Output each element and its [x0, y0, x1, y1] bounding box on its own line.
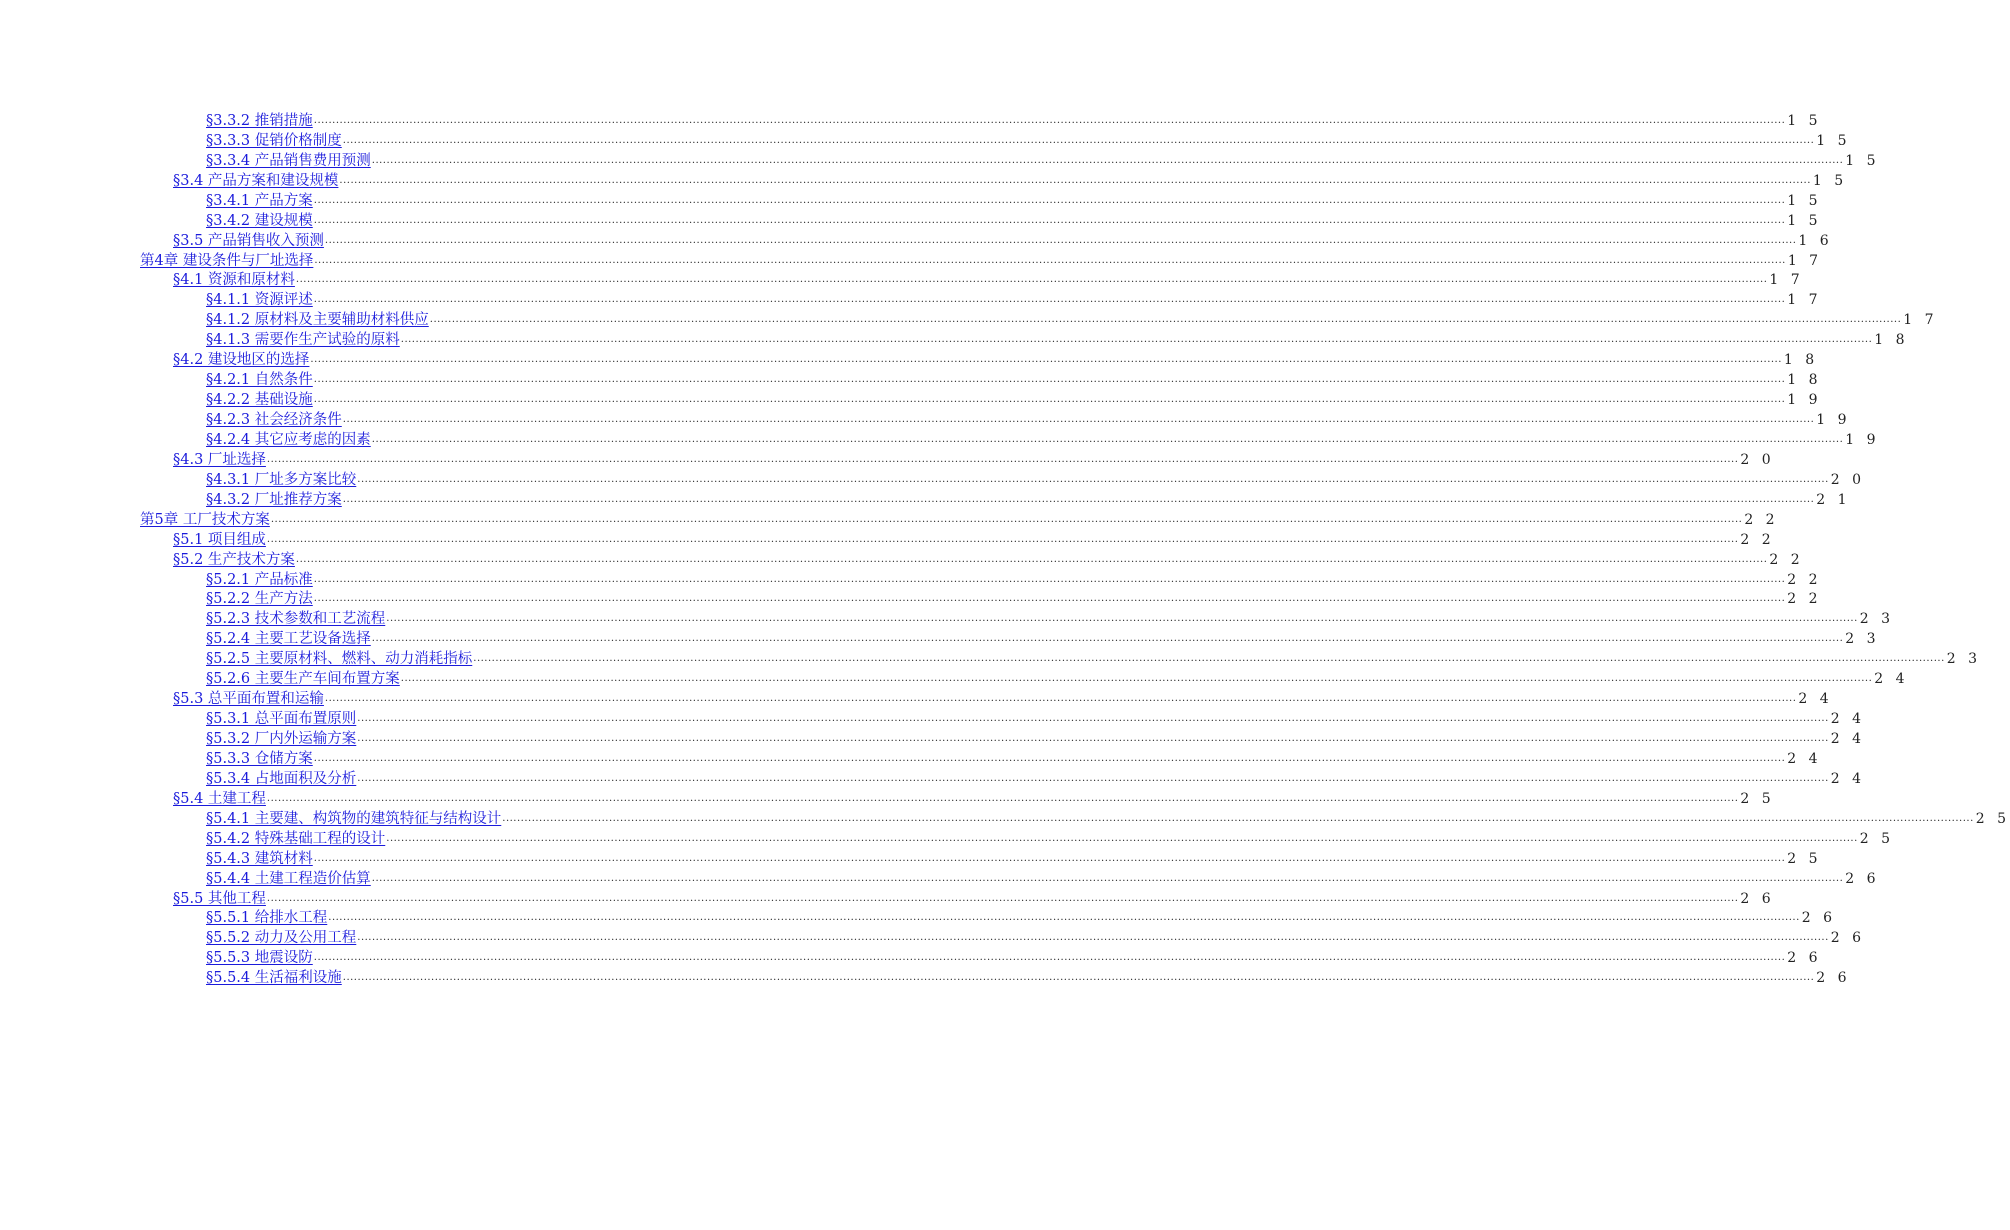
dot-leader: ................................................................................................................................................................................................................................................................................................................................................................................................................: [473, 653, 1945, 665]
toc-entry[interactable]: [140, 531, 1775, 551]
toc-entry[interactable]: [140, 311, 1938, 331]
dot-leader: ................................................................................................................................................................................................................................................................................................................................................................................................................: [310, 354, 1782, 366]
toc-entry[interactable]: [140, 591, 1822, 611]
toc-entry[interactable]: [140, 451, 1775, 471]
toc-entry-link[interactable]: §5.2.5 主要原材料、燃料、动力消耗指标: [206, 651, 473, 668]
toc-entry-link[interactable]: §4.2.2 基础设施: [206, 392, 313, 409]
dot-leader: ................................................................................................................................................................................................................................................................................................................................................................................................................: [357, 932, 1829, 944]
toc-entry-link[interactable]: §5.1 项目组成: [173, 531, 266, 548]
toc-entry[interactable]: [140, 770, 1866, 790]
toc-page-number: 1 5: [1787, 192, 1822, 209]
toc-page-number: 1 9: [1816, 412, 1851, 429]
toc-page-number: 1 5: [1787, 112, 1822, 129]
toc-entry-link[interactable]: §3.3.2 推销措施: [206, 112, 313, 129]
dot-leader: ................................................................................................................................................................................................................................................................................................................................................................................................................: [313, 752, 1786, 764]
toc-entry[interactable]: [140, 571, 1822, 591]
toc-entry[interactable]: [140, 750, 1822, 770]
dot-leader: ................................................................................................................................................................................................................................................................................................................................................................................................................: [270, 513, 1743, 525]
toc-page-number: 1 7: [1769, 272, 1804, 289]
toc-page-number: 2 1: [1816, 491, 1851, 508]
toc-page-number: 1 5: [1787, 212, 1822, 229]
toc-entry[interactable]: [140, 790, 1775, 810]
toc-entry-link[interactable]: §4.2.3 社会经济条件: [206, 412, 342, 429]
toc-page-number: 2 2: [1787, 571, 1822, 588]
toc-entry-link[interactable]: §3.4.1 产品方案: [206, 192, 313, 209]
toc-entry-link[interactable]: §5.5.1 给排水工程: [206, 910, 328, 927]
toc-entry-link[interactable]: §3.3.4 产品销售费用预测: [206, 152, 371, 169]
toc-entry-link[interactable]: §5.2.4 主要工艺设备选择: [206, 631, 371, 648]
toc-entry-link[interactable]: §5.2 生产技术方案: [173, 551, 295, 568]
toc-entry[interactable]: [140, 630, 1880, 650]
dot-leader: ................................................................................................................................................................................................................................................................................................................................................................................................................: [266, 892, 1739, 904]
toc-page-number: 2 4: [1830, 770, 1866, 787]
dot-leader: ................................................................................................................................................................................................................................................................................................................................................................................................................: [386, 613, 1858, 625]
toc-entry[interactable]: [140, 551, 1804, 571]
toc-entry-link[interactable]: §4.3 厂址选择: [173, 451, 266, 468]
toc-entry[interactable]: [140, 810, 2010, 830]
toc-page-number: 2 2: [1787, 591, 1822, 608]
toc-page-number: 1 9: [1845, 431, 1880, 448]
toc-page-number: 2 2: [1769, 551, 1804, 568]
toc-entry-link[interactable]: §4.1.1 资源评述: [206, 292, 313, 309]
toc-page-number: 1 8: [1787, 372, 1822, 389]
dot-leader: ................................................................................................................................................................................................................................................................................................................................................................................................................: [371, 433, 1844, 445]
dot-leader: ................................................................................................................................................................................................................................................................................................................................................................................................................: [313, 374, 1786, 386]
toc-entry-link[interactable]: §5.5.2 动力及公用工程: [206, 930, 357, 947]
toc-entry-link[interactable]: §4.3.2 厂址推荐方案: [206, 491, 342, 508]
dot-leader: ................................................................................................................................................................................................................................................................................................................................................................................................................: [328, 912, 1800, 924]
toc-entry-link[interactable]: §3.4 产品方案和建设规模: [173, 172, 339, 189]
toc-page-number: 1 5: [1845, 152, 1880, 169]
toc-entry-link[interactable]: §5.2.2 生产方法: [206, 591, 313, 608]
toc-page-number: 2 6: [1816, 970, 1851, 987]
toc-page-number: 2 6: [1830, 930, 1866, 947]
toc-entry-link[interactable]: §5.4.4 土建工程造价估算: [206, 870, 371, 887]
dot-leader: ................................................................................................................................................................................................................................................................................................................................................................................................................: [324, 693, 1797, 705]
toc-entry[interactable]: [140, 471, 1866, 491]
toc-entry-link[interactable]: §4.1.3 需要作生产试验的原料: [206, 332, 400, 349]
toc-page-number: 2 5: [1859, 830, 1895, 847]
dot-leader: ................................................................................................................................................................................................................................................................................................................................................................................................................: [371, 633, 1844, 645]
toc-page-number: 2 6: [1801, 910, 1837, 927]
toc-page-number: 1 9: [1787, 392, 1822, 409]
toc-page-number: 1 7: [1903, 312, 1938, 329]
toc-entry-link[interactable]: §4.1 资源和原材料: [173, 272, 295, 289]
toc-page-number: 2 4: [1874, 671, 1909, 688]
dot-leader: ................................................................................................................................................................................................................................................................................................................................................................................................................: [313, 194, 1786, 206]
toc-entry[interactable]: [140, 910, 1837, 930]
toc-entry-link[interactable]: §5.5 其他工程: [173, 890, 266, 907]
toc-page-number: 1 5: [1816, 132, 1851, 149]
dot-leader: ................................................................................................................................................................................................................................................................................................................................................................................................................: [502, 812, 1974, 824]
dot-leader: ................................................................................................................................................................................................................................................................................................................................................................................................................: [400, 334, 1873, 346]
toc-entry-link[interactable]: §3.4.2 建设规模: [206, 212, 313, 229]
toc-entry[interactable]: [140, 331, 1909, 351]
dot-leader: ................................................................................................................................................................................................................................................................................................................................................................................................................: [266, 792, 1739, 804]
dot-leader: ................................................................................................................................................................................................................................................................................................................................................................................................................: [313, 852, 1786, 864]
toc-entry[interactable]: [140, 291, 1822, 311]
toc-page-number: 1 7: [1787, 252, 1823, 269]
toc-entry[interactable]: [140, 969, 1851, 989]
toc-entry[interactable]: [140, 850, 1822, 870]
dot-leader: ................................................................................................................................................................................................................................................................................................................................................................................................................: [266, 453, 1739, 465]
toc-entry-link[interactable]: §5.4.1 主要建、构筑物的建筑特征与结构设计: [206, 810, 502, 827]
toc-entry[interactable]: [140, 212, 1822, 232]
dot-leader: ................................................................................................................................................................................................................................................................................................................................................................................................................: [400, 673, 1873, 685]
toc-entry[interactable]: [140, 252, 1823, 272]
toc-entry[interactable]: [140, 610, 1895, 630]
table-of-contents: [140, 112, 2010, 989]
dot-leader: ................................................................................................................................................................................................................................................................................................................................................................................................................: [371, 872, 1844, 884]
dot-leader: ................................................................................................................................................................................................................................................................................................................................................................................................................: [342, 414, 1815, 425]
toc-entry-link[interactable]: §5.3.4 占地面积及分析: [206, 770, 357, 787]
toc-page-number: 1 8: [1783, 352, 1819, 369]
toc-page-number: 2 4: [1830, 711, 1866, 728]
toc-entry-link[interactable]: §4.2 建设地区的选择: [173, 352, 310, 369]
dot-leader: ................................................................................................................................................................................................................................................................................................................................................................................................................: [371, 154, 1844, 166]
toc-page-number: 2 0: [1740, 451, 1775, 468]
toc-entry-link[interactable]: §5.3.1 总平面布置原则: [206, 711, 357, 728]
dot-leader: ................................................................................................................................................................................................................................................................................................................................................................................................................: [429, 314, 1902, 326]
toc-entry-link[interactable]: §5.2.6 主要生产车间布置方案: [206, 671, 400, 688]
dot-leader: ................................................................................................................................................................................................................................................................................................................................................................................................................: [357, 713, 1829, 725]
toc-entry-link[interactable]: §5.3 总平面布置和运输: [173, 691, 324, 708]
toc-page-number: 2 4: [1798, 691, 1833, 708]
toc-page-number: 2 4: [1830, 731, 1866, 748]
dot-leader: ................................................................................................................................................................................................................................................................................................................................................................................................................: [313, 214, 1786, 226]
toc-entry-link[interactable]: §3.3.3 促销价格制度: [206, 132, 342, 149]
dot-leader: ................................................................................................................................................................................................................................................................................................................................................................................................................: [357, 473, 1829, 485]
toc-page-number: 2 6: [1740, 890, 1775, 907]
toc-entry-link[interactable]: §4.2.4 其它应考虑的因素: [206, 431, 371, 448]
toc-entry-link[interactable]: §5.4 土建工程: [173, 790, 266, 807]
toc-page-number: 2 4: [1787, 750, 1822, 767]
dot-leader: ................................................................................................................................................................................................................................................................................................................................................................................................................: [342, 493, 1815, 505]
toc-page-number: 1 8: [1874, 332, 1909, 349]
toc-page-number: 2 5: [1787, 850, 1822, 867]
dot-leader: ................................................................................................................................................................................................................................................................................................................................................................................................................: [313, 952, 1786, 964]
toc-entry[interactable]: [140, 371, 1822, 391]
toc-entry[interactable]: [140, 491, 1851, 511]
toc-entry[interactable]: [140, 132, 1851, 152]
dot-leader: ................................................................................................................................................................................................................................................................................................................................................................................................................: [295, 553, 1768, 565]
toc-entry[interactable]: [140, 511, 1779, 531]
toc-entry[interactable]: [140, 830, 1895, 850]
toc-entry[interactable]: [140, 870, 1880, 890]
toc-entry[interactable]: [140, 670, 1909, 690]
toc-entry-link[interactable]: §5.3.3 仓储方案: [206, 750, 313, 767]
toc-entry[interactable]: [140, 232, 1833, 252]
dot-leader: ................................................................................................................................................................................................................................................................................................................................................................................................................: [313, 114, 1786, 126]
toc-entry[interactable]: [140, 351, 1819, 371]
dot-leader: ................................................................................................................................................................................................................................................................................................................................................................................................................: [313, 294, 1786, 306]
toc-entry-link[interactable]: §3.5 产品销售收入预测: [173, 232, 324, 249]
dot-leader: ................................................................................................................................................................................................................................................................................................................................................................................................................: [342, 134, 1815, 146]
toc-entry[interactable]: [140, 929, 1866, 949]
toc-entry-link[interactable]: §4.1.2 原材料及主要辅助材料供应: [206, 312, 429, 329]
toc-entry[interactable]: [140, 690, 1833, 710]
toc-entry[interactable]: [140, 112, 1822, 132]
toc-entry-link[interactable]: §5.4.3 建筑材料: [206, 850, 313, 867]
toc-entry-link[interactable]: 第4章 建设条件与厂址选择: [140, 252, 314, 269]
toc-page-number: 2 3: [1946, 651, 1982, 668]
toc-entry-link[interactable]: §5.4.2 特殊基础工程的设计: [206, 830, 386, 847]
toc-page-number: 1 5: [1812, 172, 1848, 189]
dot-leader: ................................................................................................................................................................................................................................................................................................................................................................................................................: [313, 593, 1786, 605]
toc-page-number: 2 5: [1740, 790, 1775, 807]
toc-entry-link[interactable]: §5.2.1 产品标准: [206, 571, 313, 588]
dot-leader: ................................................................................................................................................................................................................................................................................................................................................................................................................: [314, 254, 1786, 266]
dot-leader: ................................................................................................................................................................................................................................................................................................................................................................................................................: [386, 832, 1858, 844]
toc-entry[interactable]: [140, 730, 1866, 750]
toc-entry[interactable]: [140, 650, 1982, 670]
toc-page-number: 2 2: [1744, 511, 1779, 528]
toc-entry[interactable]: [140, 172, 1848, 192]
dot-leader: ................................................................................................................................................................................................................................................................................................................................................................................................................: [324, 234, 1797, 246]
toc-page-number: 2 3: [1859, 611, 1895, 628]
dot-leader: ................................................................................................................................................................................................................................................................................................................................................................................................................: [342, 972, 1815, 984]
toc-entry[interactable]: [140, 710, 1866, 730]
toc-entry[interactable]: [140, 272, 1804, 292]
toc-page-number: 1 7: [1787, 292, 1822, 309]
dot-leader: ................................................................................................................................................................................................................................................................................................................................................................................................................: [313, 573, 1786, 585]
toc-entry-link[interactable]: 第5章 工厂技术方案: [140, 511, 270, 528]
dot-leader: ................................................................................................................................................................................................................................................................................................................................................................................................................: [295, 274, 1768, 286]
toc-entry[interactable]: [140, 890, 1775, 910]
dot-leader: ................................................................................................................................................................................................................................................................................................................................................................................................................: [357, 772, 1829, 784]
toc-page-number: 2 0: [1830, 471, 1866, 488]
dot-leader: ................................................................................................................................................................................................................................................................................................................................................................................................................: [357, 733, 1829, 744]
toc-page-number: 2 6: [1787, 950, 1822, 967]
dot-leader: ................................................................................................................................................................................................................................................................................................................................................................................................................: [313, 394, 1786, 406]
toc-entry-link[interactable]: §5.2.3 技术参数和工艺流程: [206, 611, 386, 628]
toc-page-number: 2 3: [1845, 631, 1880, 648]
toc-entry-link[interactable]: §5.5.3 地震设防: [206, 950, 313, 967]
toc-entry-link[interactable]: §4.2.1 自然条件: [206, 372, 313, 389]
toc-page-number: 2 6: [1845, 870, 1880, 887]
toc-entry[interactable]: [140, 391, 1822, 411]
toc-entry[interactable]: [140, 152, 1880, 172]
toc-page-number: 2 2: [1740, 531, 1775, 548]
toc-entry[interactable]: [140, 411, 1851, 431]
toc-entry[interactable]: [140, 431, 1880, 451]
toc-entry-link[interactable]: §4.3.1 厂址多方案比较: [206, 471, 357, 488]
toc-entry-link[interactable]: §5.3.2 厂内外运输方案: [206, 731, 357, 748]
toc-entry-link[interactable]: §5.5.4 生活福利设施: [206, 970, 342, 987]
toc-entry[interactable]: [140, 192, 1822, 212]
dot-leader: ................................................................................................................................................................................................................................................................................................................................................................................................................: [266, 533, 1739, 545]
toc-page-number: 2 5: [1975, 810, 2010, 827]
toc-entry[interactable]: [140, 949, 1822, 969]
toc-page-number: 1 6: [1798, 232, 1833, 249]
dot-leader: ................................................................................................................................................................................................................................................................................................................................................................................................................: [339, 174, 1811, 186]
